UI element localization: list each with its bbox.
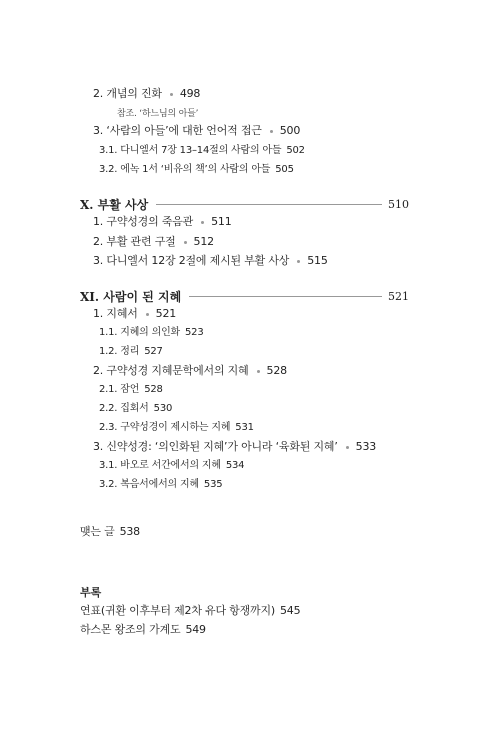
toc-entry-label: 3.2. 에녹 1서 ‘비유의 책’의 사람의 아들 [99, 164, 271, 175]
toc-entry [99, 421, 254, 435]
chapter-heading [80, 195, 409, 213]
separator-dot [146, 313, 149, 316]
toc-entry-label: 3. ‘사람의 아들’에 대한 언어적 접근 [93, 124, 262, 137]
toc-entry-page: 527 [144, 346, 163, 357]
toc-entry-label: 1.2. 정리 [99, 346, 140, 357]
toc-entry [99, 459, 244, 473]
toc-entry-label: 1. 구약성경의 죽음관 [93, 215, 194, 228]
separator-dot [297, 260, 300, 263]
toc-note [117, 107, 198, 121]
toc-entry [93, 307, 176, 321]
toc-entry-label: 3.1. 다니엘서 7장 13–14절의 사람의 아들 [99, 145, 282, 156]
toc-entry-label: 3. 다니엘서 12장 2절에 제시된 부활 사상 [93, 254, 290, 267]
toc-entry-label: 1. 지혜서 [93, 307, 138, 320]
toc-entry-label: 2.2. 집회서 [99, 403, 149, 414]
toc-entry-page: 533 [355, 440, 377, 453]
leader-line [189, 296, 382, 297]
toc-entry-page: 528 [144, 384, 163, 395]
toc-entry-label: 1.1. 지혜의 의인화 [99, 327, 180, 338]
toc-entry-page: 505 [275, 164, 294, 175]
toc-entry-label: 2. 개념의 진화 [93, 87, 162, 100]
chapter-heading [80, 287, 409, 305]
toc-entry-label: 2.3. 구약성경이 제시하는 지혜 [99, 422, 231, 433]
toc-entry-label: 2. 부활 관련 구절 [93, 235, 176, 248]
toc-entry [99, 326, 204, 340]
toc-entry [93, 235, 214, 249]
toc-entry-page: 512 [193, 235, 214, 248]
toc-entry-page: 523 [185, 327, 204, 338]
toc-entry-page: 528 [266, 364, 287, 377]
toc-entry-label: 연표(귀환 이후부터 제2차 유다 항쟁까지) [80, 604, 275, 617]
toc-entry-page: 515 [307, 254, 328, 267]
chapter-title: X. 부활 사상 [80, 197, 149, 212]
toc-note-label: 참조. ‘하느님의 아들’ [117, 109, 199, 119]
toc-entry-label: 3. 신약성경: ‘의인화된 지혜’가 아니라 ‘육화된 지혜’ [93, 440, 338, 453]
toc-entry [99, 383, 163, 397]
toc-entry-label: 2.1. 잠언 [99, 384, 140, 395]
toc-entry-page: 502 [286, 145, 305, 156]
toc-entry-label: 3.1. 바오로 서간에서의 지혜 [99, 460, 221, 471]
toc-entry [93, 364, 287, 378]
toc-entry-page: 549 [185, 623, 206, 636]
toc-entry-label: 3.2. 복음서에서의 지혜 [99, 479, 199, 490]
toc-entry-page: 530 [153, 403, 173, 414]
separator-dot [184, 241, 187, 244]
toc-entry-page: 521 [155, 307, 177, 320]
toc-entry [99, 478, 222, 492]
separator-dot [257, 370, 260, 373]
separator-dot [201, 221, 204, 224]
separator-dot [346, 446, 349, 449]
chapter-title: XI. 사람이 된 지혜 [80, 289, 182, 304]
appendix-heading: 부록 [80, 586, 102, 599]
toc-entry [93, 440, 376, 454]
toc-entry-page: 538 [119, 525, 140, 538]
toc-entry-label: 맺는 글 [80, 525, 115, 538]
chapter-page: 521 [388, 289, 409, 303]
toc-entry [99, 345, 163, 359]
toc-entry [99, 144, 305, 158]
separator-dot [270, 130, 273, 133]
toc-entry-page: 500 [279, 124, 301, 137]
toc-entry [93, 215, 232, 229]
toc-entry [93, 124, 300, 138]
toc-entry-page: 534 [225, 460, 245, 471]
toc-entry [80, 623, 206, 637]
chapter-page: 510 [388, 197, 409, 211]
toc-entry [80, 525, 140, 539]
toc-entry-page: 531 [235, 422, 254, 433]
separator-dot [170, 93, 173, 96]
toc-entry-page: 535 [203, 479, 223, 490]
toc-entry-label: 2. 구약성경 지혜문학에서의 지혜 [93, 364, 249, 377]
toc-entry [93, 87, 200, 101]
toc-entry [99, 163, 294, 177]
toc-entry-page: 511 [211, 215, 232, 228]
toc-entry [93, 254, 328, 268]
leader-line [156, 204, 382, 205]
toc-entry-label: 하스몬 왕조의 가계도 [80, 623, 181, 636]
toc-entry [80, 604, 300, 618]
toc-entry-page: 545 [279, 604, 301, 617]
toc-entry [99, 402, 172, 416]
toc-entry-page: 498 [179, 87, 201, 100]
